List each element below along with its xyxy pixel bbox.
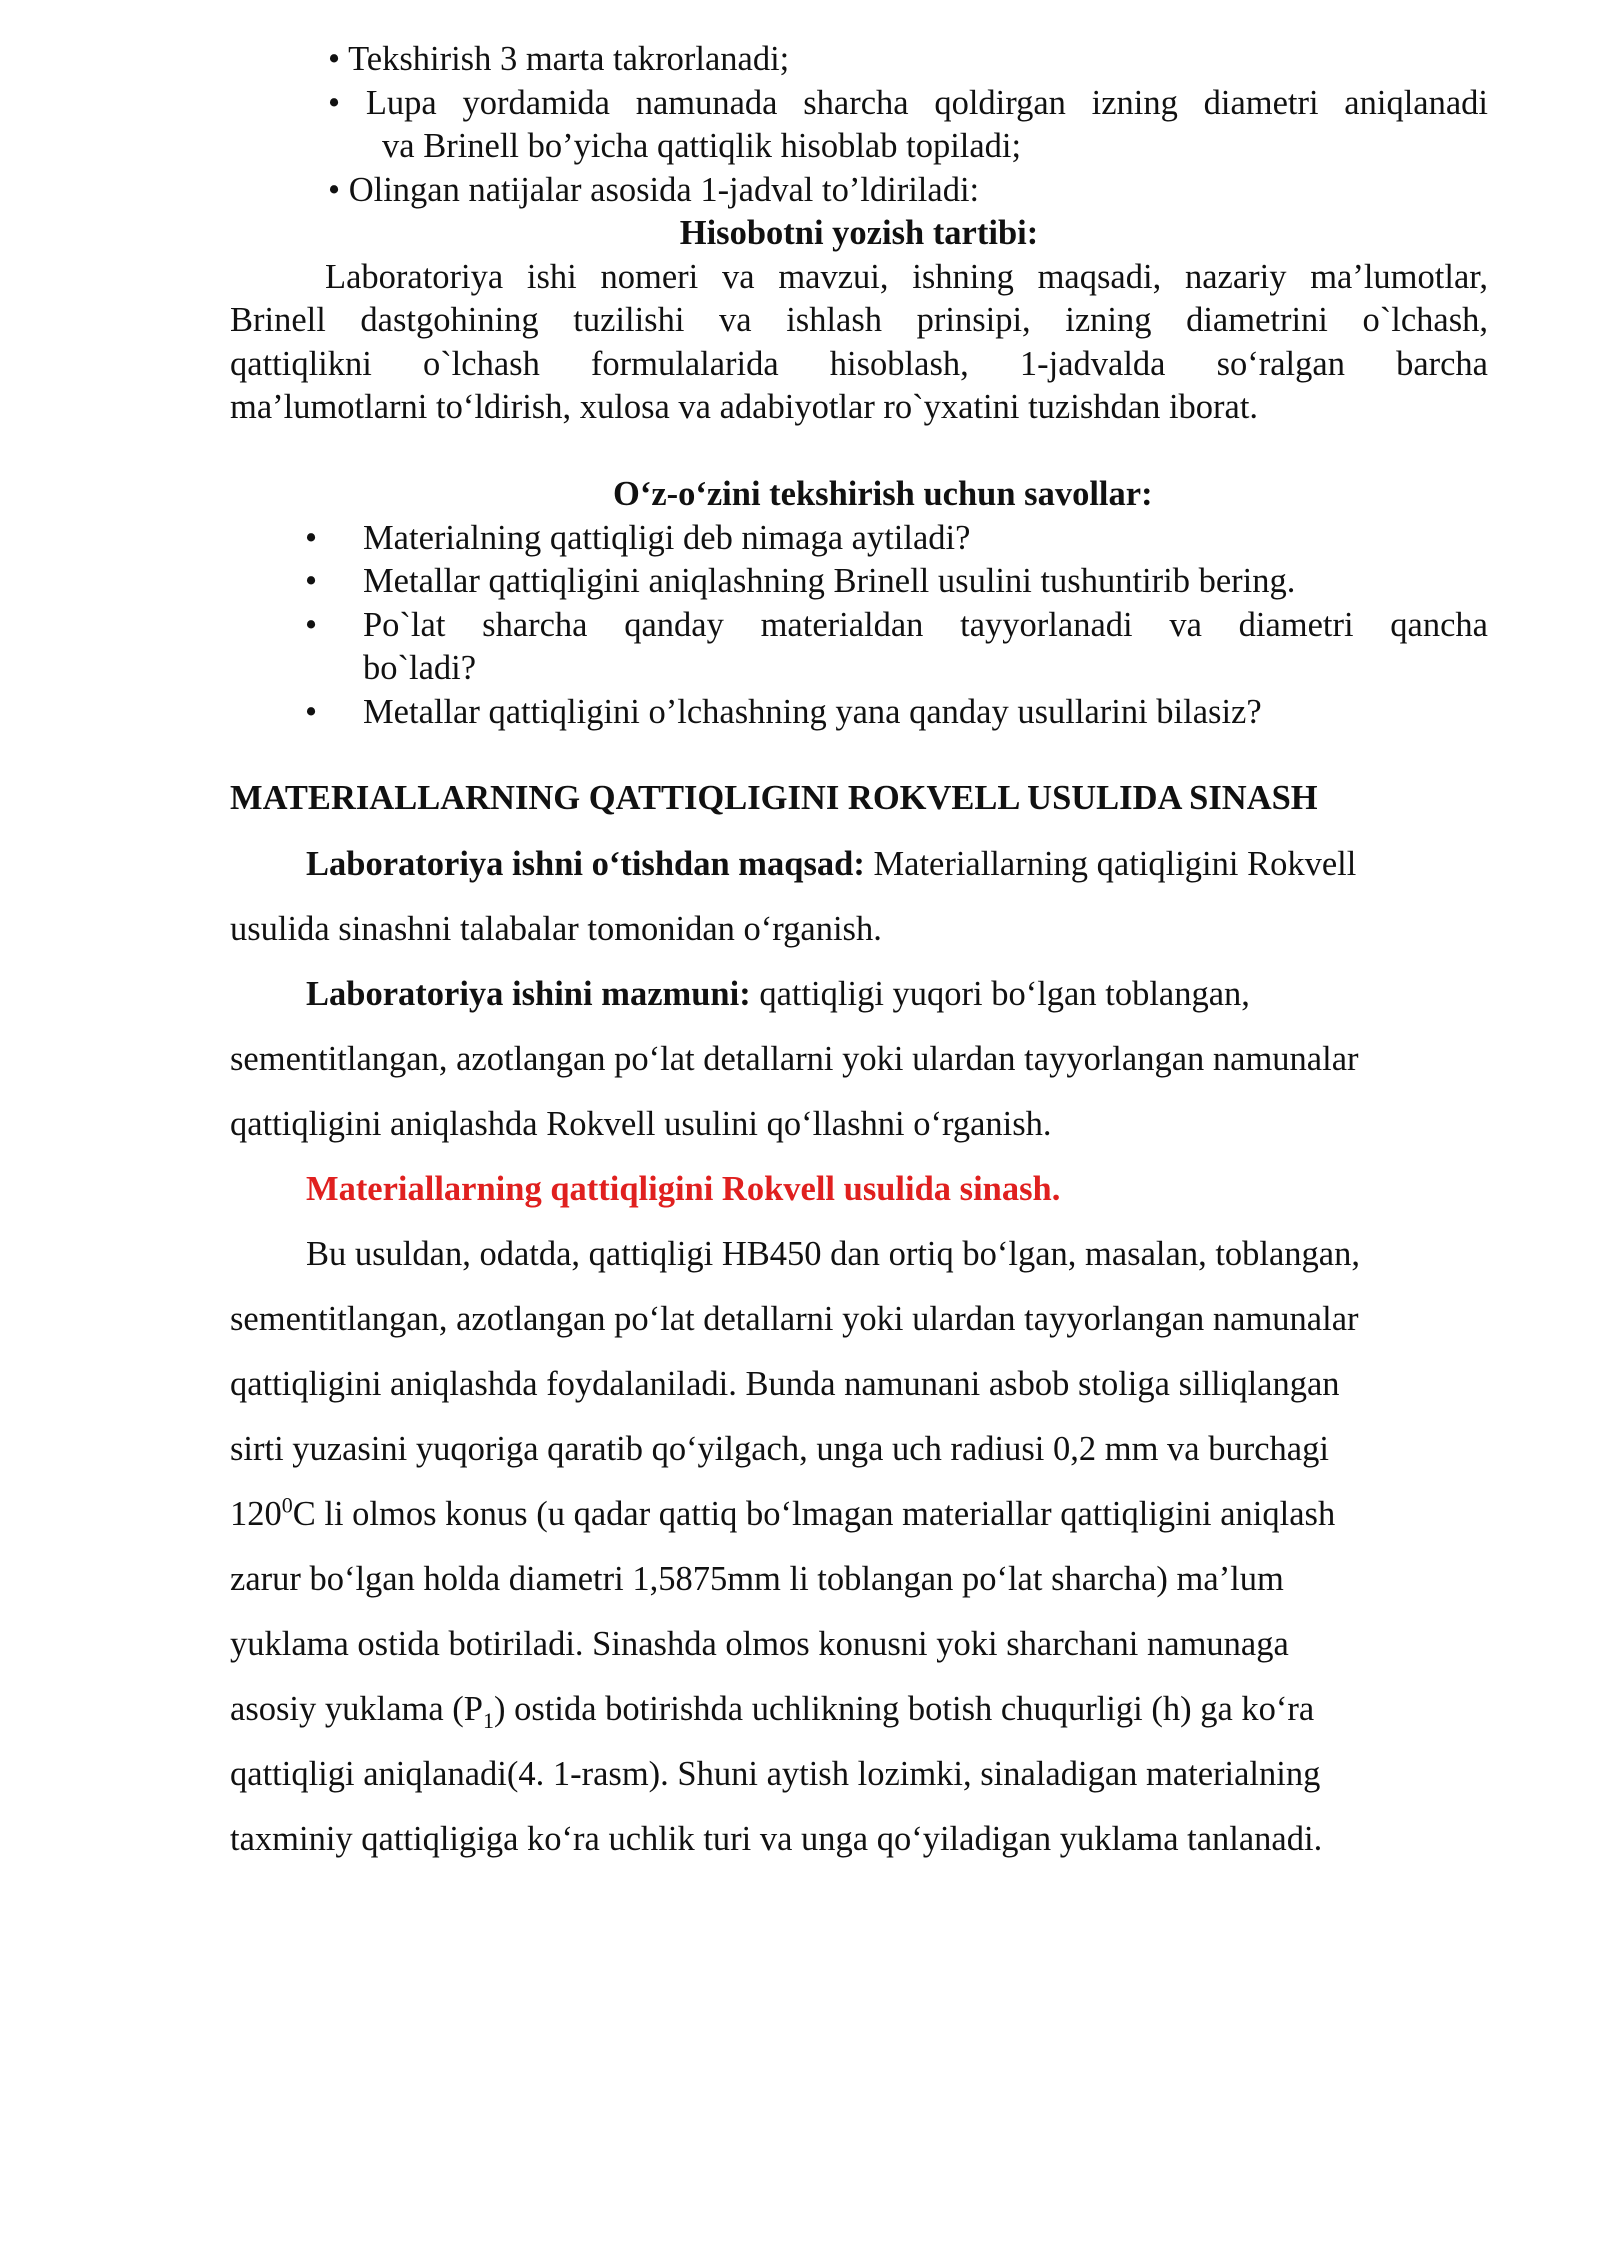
- bullet: •: [328, 40, 341, 78]
- body-text: 120: [230, 1495, 282, 1533]
- question-item: Metallar qattiqligini o’lchashning yana qanday usullarini bilasiz?: [363, 693, 1262, 731]
- question-item: Materialning qattiqligi deb nimaga aytiladi?: [363, 519, 971, 557]
- body-line: sementitlangan, azotlangan po‘lat detallarni yoki ulardan tayyorlangan namunalar: [230, 1300, 1359, 1338]
- body-line: yuklama ostida botiriladi. Sinashda olmos konusni yoki sharchani namunaga: [230, 1625, 1289, 1663]
- report-line: qattiqlikni o`lchash formulalarida hisoblash, 1-jadvalda so‘ralgan barcha: [230, 345, 1488, 383]
- purpose-label: Laboratoriya ishni o‘tishdan maqsad:: [306, 845, 865, 883]
- questions-title: O‘z-o‘zini tekshirish uchun savollar:: [613, 475, 1153, 513]
- red-subheading: Materiallarning qattiqligini Rokvell usulida sinash.: [306, 1170, 1061, 1208]
- report-line: Laboratoriya ishi nomeri va mavzui, ishning maqsadi, nazariy ma’lumotlar,: [325, 258, 1488, 296]
- bullet: •: [328, 171, 341, 209]
- list-item-continuation: va Brinell bo’yicha qattiqlik hisoblab topiladi;: [382, 127, 1022, 165]
- body-line: [230, 1677, 1530, 1742]
- purpose-text: Materiallarning qatiqligini Rokvell: [864, 845, 1357, 883]
- superscript-degree: 0: [281, 1492, 293, 1518]
- body-text: C li olmos konus (u qadar qattiq bo‘lmagan materiallar qattiqligini aniqlash: [292, 1495, 1336, 1533]
- report-title: Hisobotni yozish tartibi:: [679, 214, 1039, 252]
- content-paragraph-line: qattiqligini aniqlashda Rokvell usulini qo‘llashni o‘rganish.: [230, 1105, 1052, 1143]
- body-text: asosiy yuklama (P: [230, 1690, 483, 1728]
- content-paragraph-line: [306, 962, 1506, 1027]
- purpose-paragraph-line: usulida sinashni talabalar tomonidan o‘rganish.: [230, 910, 882, 948]
- body-line: taxminiy qattiqligiga ko‘ra uchlik turi va unga qo‘yiladigan yuklama tanlanadi.: [230, 1820, 1323, 1858]
- content-label: Laboratoriya ishini mazmuni:: [306, 975, 751, 1013]
- bullet: •: [305, 693, 318, 731]
- bullet: •: [305, 519, 318, 557]
- list-item: [328, 38, 1008, 82]
- body-line: [230, 1482, 1530, 1547]
- bullet: •: [305, 562, 318, 600]
- content-text: qattiqligi yuqori bo‘lgan toblangan,: [750, 975, 1250, 1013]
- body-line: Bu usuldan, odatda, qattiqligi HB450 dan ortiq bo‘lgan, masalan, toblangan,: [306, 1235, 1360, 1273]
- body-line: sirti yuzasini yuqoriga qaratib qo‘yilgach, unga uch radiusi 0,2 mm va burchagi: [230, 1430, 1329, 1468]
- body-text: ) ostida botirishda uchlikning botish chuqurligi (h) ga ko‘ra: [493, 1690, 1315, 1728]
- list-item: [328, 169, 1328, 213]
- question-item-continuation: bo`ladi?: [363, 649, 477, 687]
- subscript-index: 1: [482, 1707, 494, 1733]
- list-item-text: Olingan natijalar asosida 1-jadval to’ldiriladi:: [348, 171, 980, 209]
- bullet: •: [305, 606, 318, 644]
- report-line: Brinell dastgohining tuzilishi va ishlash prinsipi, izning diametrini o`lchash,: [230, 301, 1488, 339]
- content-paragraph-line: sementitlangan, azotlangan po‘lat detallarni yoki ulardan tayyorlangan namunalar: [230, 1040, 1359, 1078]
- list-item-text: Lupa yordamida namunada sharcha qoldirgan izning diametri aniqlanadi: [365, 84, 1488, 122]
- body-line: zarur bo‘lgan holda diametri 1,5875mm li toblangan po‘lat sharcha) ma’lum: [230, 1560, 1284, 1598]
- report-line: ma’lumotlarni to‘ldirish, xulosa va adabiyotlar ro`yxatini tuzishdan iborat.: [230, 388, 1259, 426]
- purpose-paragraph-line: [306, 832, 1506, 897]
- question-item: Metallar qattiqligini aniqlashning Brinell usulini tushuntirib bering.: [363, 562, 1296, 600]
- bullet: •: [328, 84, 341, 122]
- list-item: [328, 82, 1488, 126]
- question-item: Po`lat sharcha qanday materialdan tayyorlanadi va diametri qancha: [363, 606, 1488, 644]
- section-heading: MATERIALLARNING QATTIQLIGINI ROKVELL USULIDA SINASH: [230, 779, 1318, 817]
- body-line: qattiqligi aniqlanadi(4. 1-rasm). Shuni aytish lozimki, sinaladigan materialning: [230, 1755, 1321, 1793]
- list-item-text: Tekshirish 3 marta takrorlanadi;: [348, 40, 790, 78]
- body-line: qattiqligini aniqlashda foydalaniladi. Bunda namunani asbob stoliga silliqlangan: [230, 1365, 1340, 1403]
